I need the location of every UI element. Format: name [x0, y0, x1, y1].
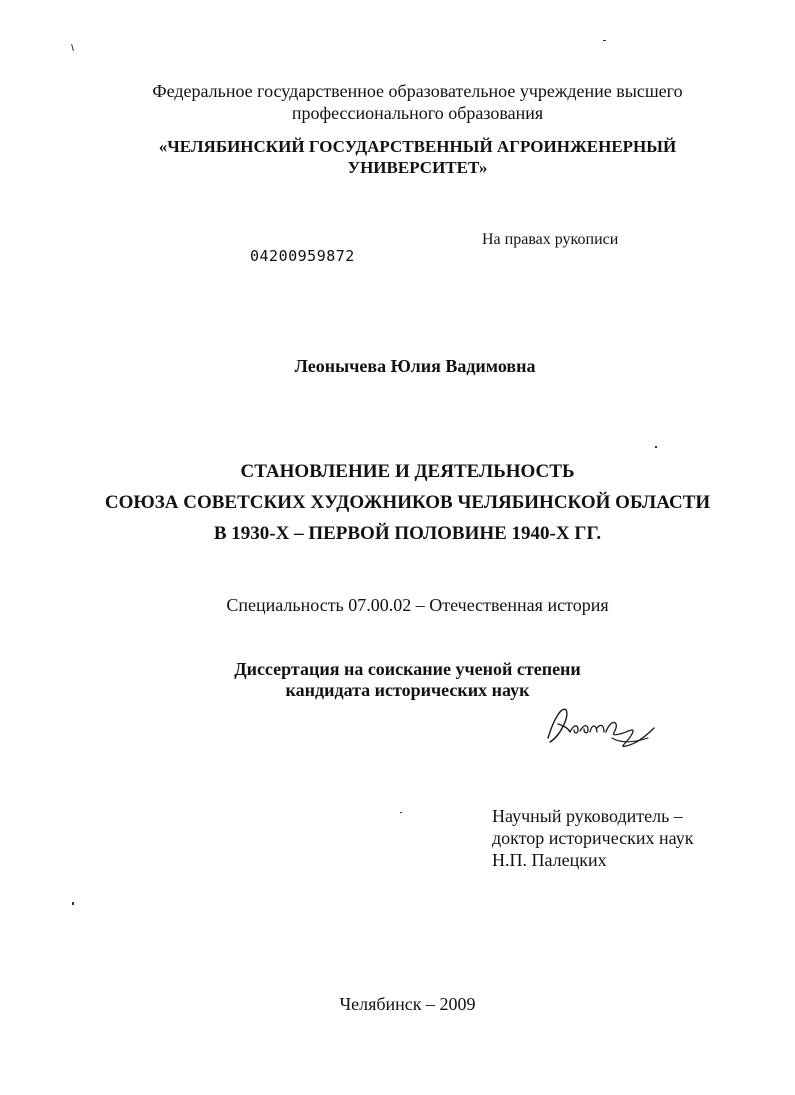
institution-line-1: Федеральное государственное образовательное учреждение высшего [152, 81, 683, 101]
dissertation-title [10, 456, 795, 549]
title-line-1: СТАНОВЛЕНИЕ И ДЕЯТЕЛЬНОСТЬ [240, 461, 575, 482]
scan-speck [71, 44, 74, 51]
document-code: 04200959872 [250, 247, 355, 265]
scientific-supervisor [492, 805, 694, 871]
university-name [20, 136, 795, 178]
title-line-3: В 1930-Х – ПЕРВОЙ ПОЛОВИНЕ 1940-Х ГГ. [213, 523, 602, 544]
specialty: Специальность 07.00.02 – Отечественная история [226, 595, 609, 615]
handwritten-signature [540, 698, 660, 753]
institution-header [20, 80, 795, 124]
city-year: Челябинск – 2009 [339, 994, 476, 1014]
manuscript-rights: На правах рукописи [482, 231, 619, 248]
scan-speck [603, 40, 606, 41]
scan-speck [655, 446, 657, 448]
university-line-1: «ЧЕЛЯБИНСКИЙ ГОСУДАРСТВЕННЫЙ АГРОИНЖЕНЕРНЫЙ [158, 137, 677, 156]
degree-statement [10, 659, 795, 701]
institution-line-2: профессионального образования [291, 103, 544, 123]
scan-speck [72, 902, 74, 905]
university-line-2: УНИВЕРСИТЕТ» [347, 158, 488, 177]
author-name: Леонычева Юлия Вадимовна [294, 356, 536, 376]
supervisor-line-2: доктор исторических наук [492, 828, 694, 848]
supervisor-line-3: Н.П. Палецких [492, 850, 607, 870]
degree-line-1: Диссертация на соискание ученой степени [234, 659, 581, 679]
scan-speck [400, 812, 402, 813]
degree-line-2: кандидата исторических наук [285, 680, 530, 700]
title-line-2: СОЮЗА СОВЕТСКИХ ХУДОЖНИКОВ ЧЕЛЯБИНСКОЙ ОБЛАСТИ [104, 492, 711, 513]
supervisor-line-1: Научный руководитель – [492, 806, 683, 826]
